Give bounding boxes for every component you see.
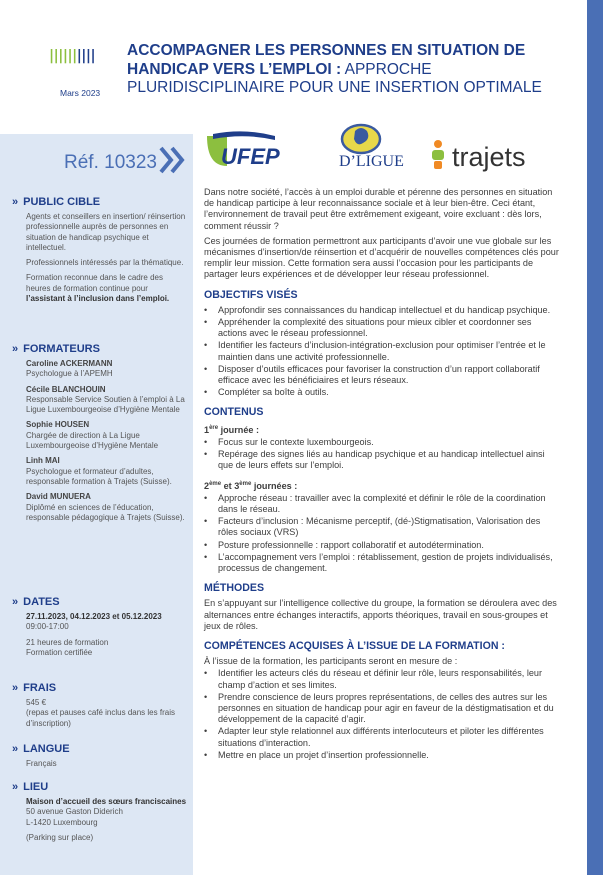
- public-text-1: Agents et conseillers en insertion/ réinsertion professionnelle auprès de personnes en situation de handicap psychique et intellectuel.: [26, 212, 186, 252]
- list-item: • Approfondir ses connaissances du handicap intellectuel et du handicap psychique.: [204, 305, 562, 316]
- publication-date: Mars 2023: [60, 88, 101, 98]
- double-chevron-icon: [158, 143, 188, 177]
- list-item: • Mettre en place un projet d’insertion professionnelle.: [204, 750, 562, 761]
- brand-stripes: ||||||||||: [49, 48, 96, 64]
- objectifs-heading: OBJECTIFS VISÉS: [204, 288, 298, 301]
- objectifs-list: [204, 305, 562, 399]
- list-item: • Approche réseau : travailler avec la complexité et définir le rôle de la coordination dans le réseau.: [204, 493, 562, 515]
- trainer: Cécile BLANCHOUIN Responsable Service Soutien à l’emploi à La Ligue Luxembourgeoise d’Hygiène Mentale: [26, 384, 185, 415]
- list-item: • Appréhender la complexité des situations pour mieux cibler et coordonner ses actions avec le réseau professionnel.: [204, 317, 562, 339]
- list-item: • Identifier les facteurs d’inclusion-intégration-exclusion pour optimiser l’entrée et le maintien dans une activité professionnelle.: [204, 340, 562, 362]
- dates-extra: 21 heures de formation Formation certifiée: [26, 637, 109, 657]
- chevron-icon: »: [12, 596, 19, 608]
- svg-text:trajets: trajets: [452, 142, 526, 172]
- trainer: Caroline ACKERMANN Psychologue à l’APEMH: [26, 359, 113, 379]
- lieu-address: Maison d’accueil des sœurs franciscaines 50 avenue Gaston Diderich L-1420 Luxembourg: [26, 797, 187, 827]
- ufep-logo: [205, 130, 280, 170]
- day23-list: [204, 493, 562, 574]
- list-item: • Repérage des signes liés au handicap psychique et au handicap intellectuel ainsi que de leurs effets sur l’emploi.: [204, 449, 562, 471]
- svg-text:D’LIGUE: D’LIGUE: [339, 153, 404, 170]
- day1-heading: 1ère journée :: [204, 424, 260, 435]
- chevron-icon: »: [12, 196, 19, 208]
- list-item: • Adapter leur style relationnel aux différents interlocuteurs et piloter les différentes situations d’interaction.: [204, 726, 562, 748]
- lieu-heading: LIEU: [23, 781, 49, 793]
- dates-value: 27.11.2023, 04.12.2023 et 05.12.2023 09:00-17:00: [26, 612, 162, 632]
- right-edge-bar: [587, 0, 603, 875]
- section-dates: [12, 596, 187, 663]
- frais-heading: FRAIS: [23, 682, 57, 694]
- trainer: David MUNUERA Diplômé en sciences de l’éducation, responsable pédagogique à Trajets (Suisse).: [26, 492, 185, 522]
- title-light: APPROCHE PLURIDISCIPLINAIRE POUR UNE INSERTION OPTIMALE: [127, 60, 542, 96]
- trainer: Sophie HOUSEN Chargée de direction à La Ligue Luxembourgeoise d’Hygiène Mentale: [26, 420, 159, 451]
- main-content: [204, 187, 562, 762]
- competences-list: [204, 668, 562, 761]
- list-item: • Compléter sa boîte à outils.: [204, 387, 562, 398]
- chevron-icon: »: [12, 781, 19, 793]
- trajets-logo: [430, 138, 550, 174]
- list-item: • Disposer d’outils efficaces pour favoriser la construction d’un rapport collaboratif efficace avec les bénéficiaires et leurs réseaux.: [204, 364, 562, 386]
- public-text-3: Formation reconnue dans le cadre des heures de formation continue pour l’assistant à l’inclusion dans l’emploi.: [26, 273, 170, 304]
- list-item: • Prendre conscience de leurs propres représentations, de celles des autres sur les personnes en situation de handicap pour agir en faveur de la déstigmatisation et du développement de la capacité d’agir.: [204, 692, 562, 726]
- reference-number: Réf. 10323: [64, 152, 157, 173]
- public-text-2: Professionnels intéressés par la thématique.: [26, 258, 184, 268]
- section-langue: [12, 743, 187, 774]
- formateurs-heading: FORMATEURS: [23, 343, 100, 355]
- competences-heading: COMPÉTENCES ACQUISES À L’ISSUE DE LA FORMATION :: [204, 639, 505, 652]
- list-item: • L’accompagnement vers l’emploi : rétablissement, gestion de projets individualisés, processus de changement.: [204, 552, 562, 574]
- methodes-heading: MÉTHODES: [204, 582, 265, 595]
- title-strong: ACCOMPAGNER LES PERSONNES EN SITUATION DE HANDICAP VERS L’EMPLOI :: [127, 42, 526, 78]
- section-frais: [12, 682, 187, 734]
- langue-value: Français: [26, 759, 57, 768]
- chevron-icon: »: [12, 743, 19, 755]
- section-lieu: [12, 781, 187, 848]
- public-heading: PUBLIC CIBLE: [23, 196, 101, 208]
- dligue-logo: [321, 121, 411, 173]
- list-item: • Facteurs d’inclusion : Mécanisme perceptif, (dé-)Stigmatisation, Valorisation des rôles sociaux (VRS): [204, 516, 562, 538]
- trainer: Linh MAI Psychologue et formateur d’adultes, responsable formation à Trajets (Suisse).: [26, 456, 172, 486]
- chevron-icon: »: [12, 343, 19, 355]
- day1-list: [204, 437, 562, 472]
- list-item: • Identifier les acteurs clés du réseau et définir leur rôle, leurs responsabilités, leur champ d’action et ses limites.: [204, 668, 562, 690]
- methodes-text: En s’appuyant sur l’intelligence collective du groupe, la formation se déroulera avec des alternances entre échanges interactifs, apports théoriques, travail en sous-groupes et jeux de rôles.: [204, 598, 557, 631]
- contenus-heading: CONTENUS: [204, 406, 264, 419]
- price: 545 € (repas et pauses café inclus dans les frais d’inscription): [26, 698, 175, 728]
- intro-paragraph: Dans notre société, l’accès à un emploi durable et pérenne des personnes en situation de handicap participe à leur reconnaissance sociale et à leur bien-être. Ceci étant, l’environnement de travail peut être extrêmement exigeant, voire excluant : dès lors, comment réussir ?: [204, 187, 553, 231]
- section-public: [12, 196, 187, 309]
- svg-text:UFEP: UFEP: [221, 144, 280, 169]
- langue-heading: LANGUE: [23, 743, 70, 755]
- page-title: [127, 42, 567, 98]
- list-item: • Focus sur le contexte luxembourgeois.: [204, 437, 562, 448]
- day23-heading: 2ème et 3ème journées :: [204, 480, 298, 491]
- competences-intro: À l’issue de la formation, les participants seront en mesure de :: [204, 656, 458, 667]
- chevron-icon: »: [12, 682, 19, 694]
- lieu-parking: (Parking sur place): [26, 832, 94, 842]
- section-formateurs: [12, 343, 187, 528]
- dates-heading: DATES: [23, 596, 60, 608]
- intro-paragraph: Ces journées de formation permettront aux participants d’avoir une vue globale sur les mécanismes d’insertion/de réinsertion et d’acquérir de nouvelles compétences clés pour remplir leur mission. Cette formation sera aussi l’occasion pour les participants de partager leurs expériences et de développer leur réseau professionnel.: [204, 235, 559, 280]
- list-item: • Posture professionnelle : rapport collaboratif et autodétermination.: [204, 540, 562, 551]
